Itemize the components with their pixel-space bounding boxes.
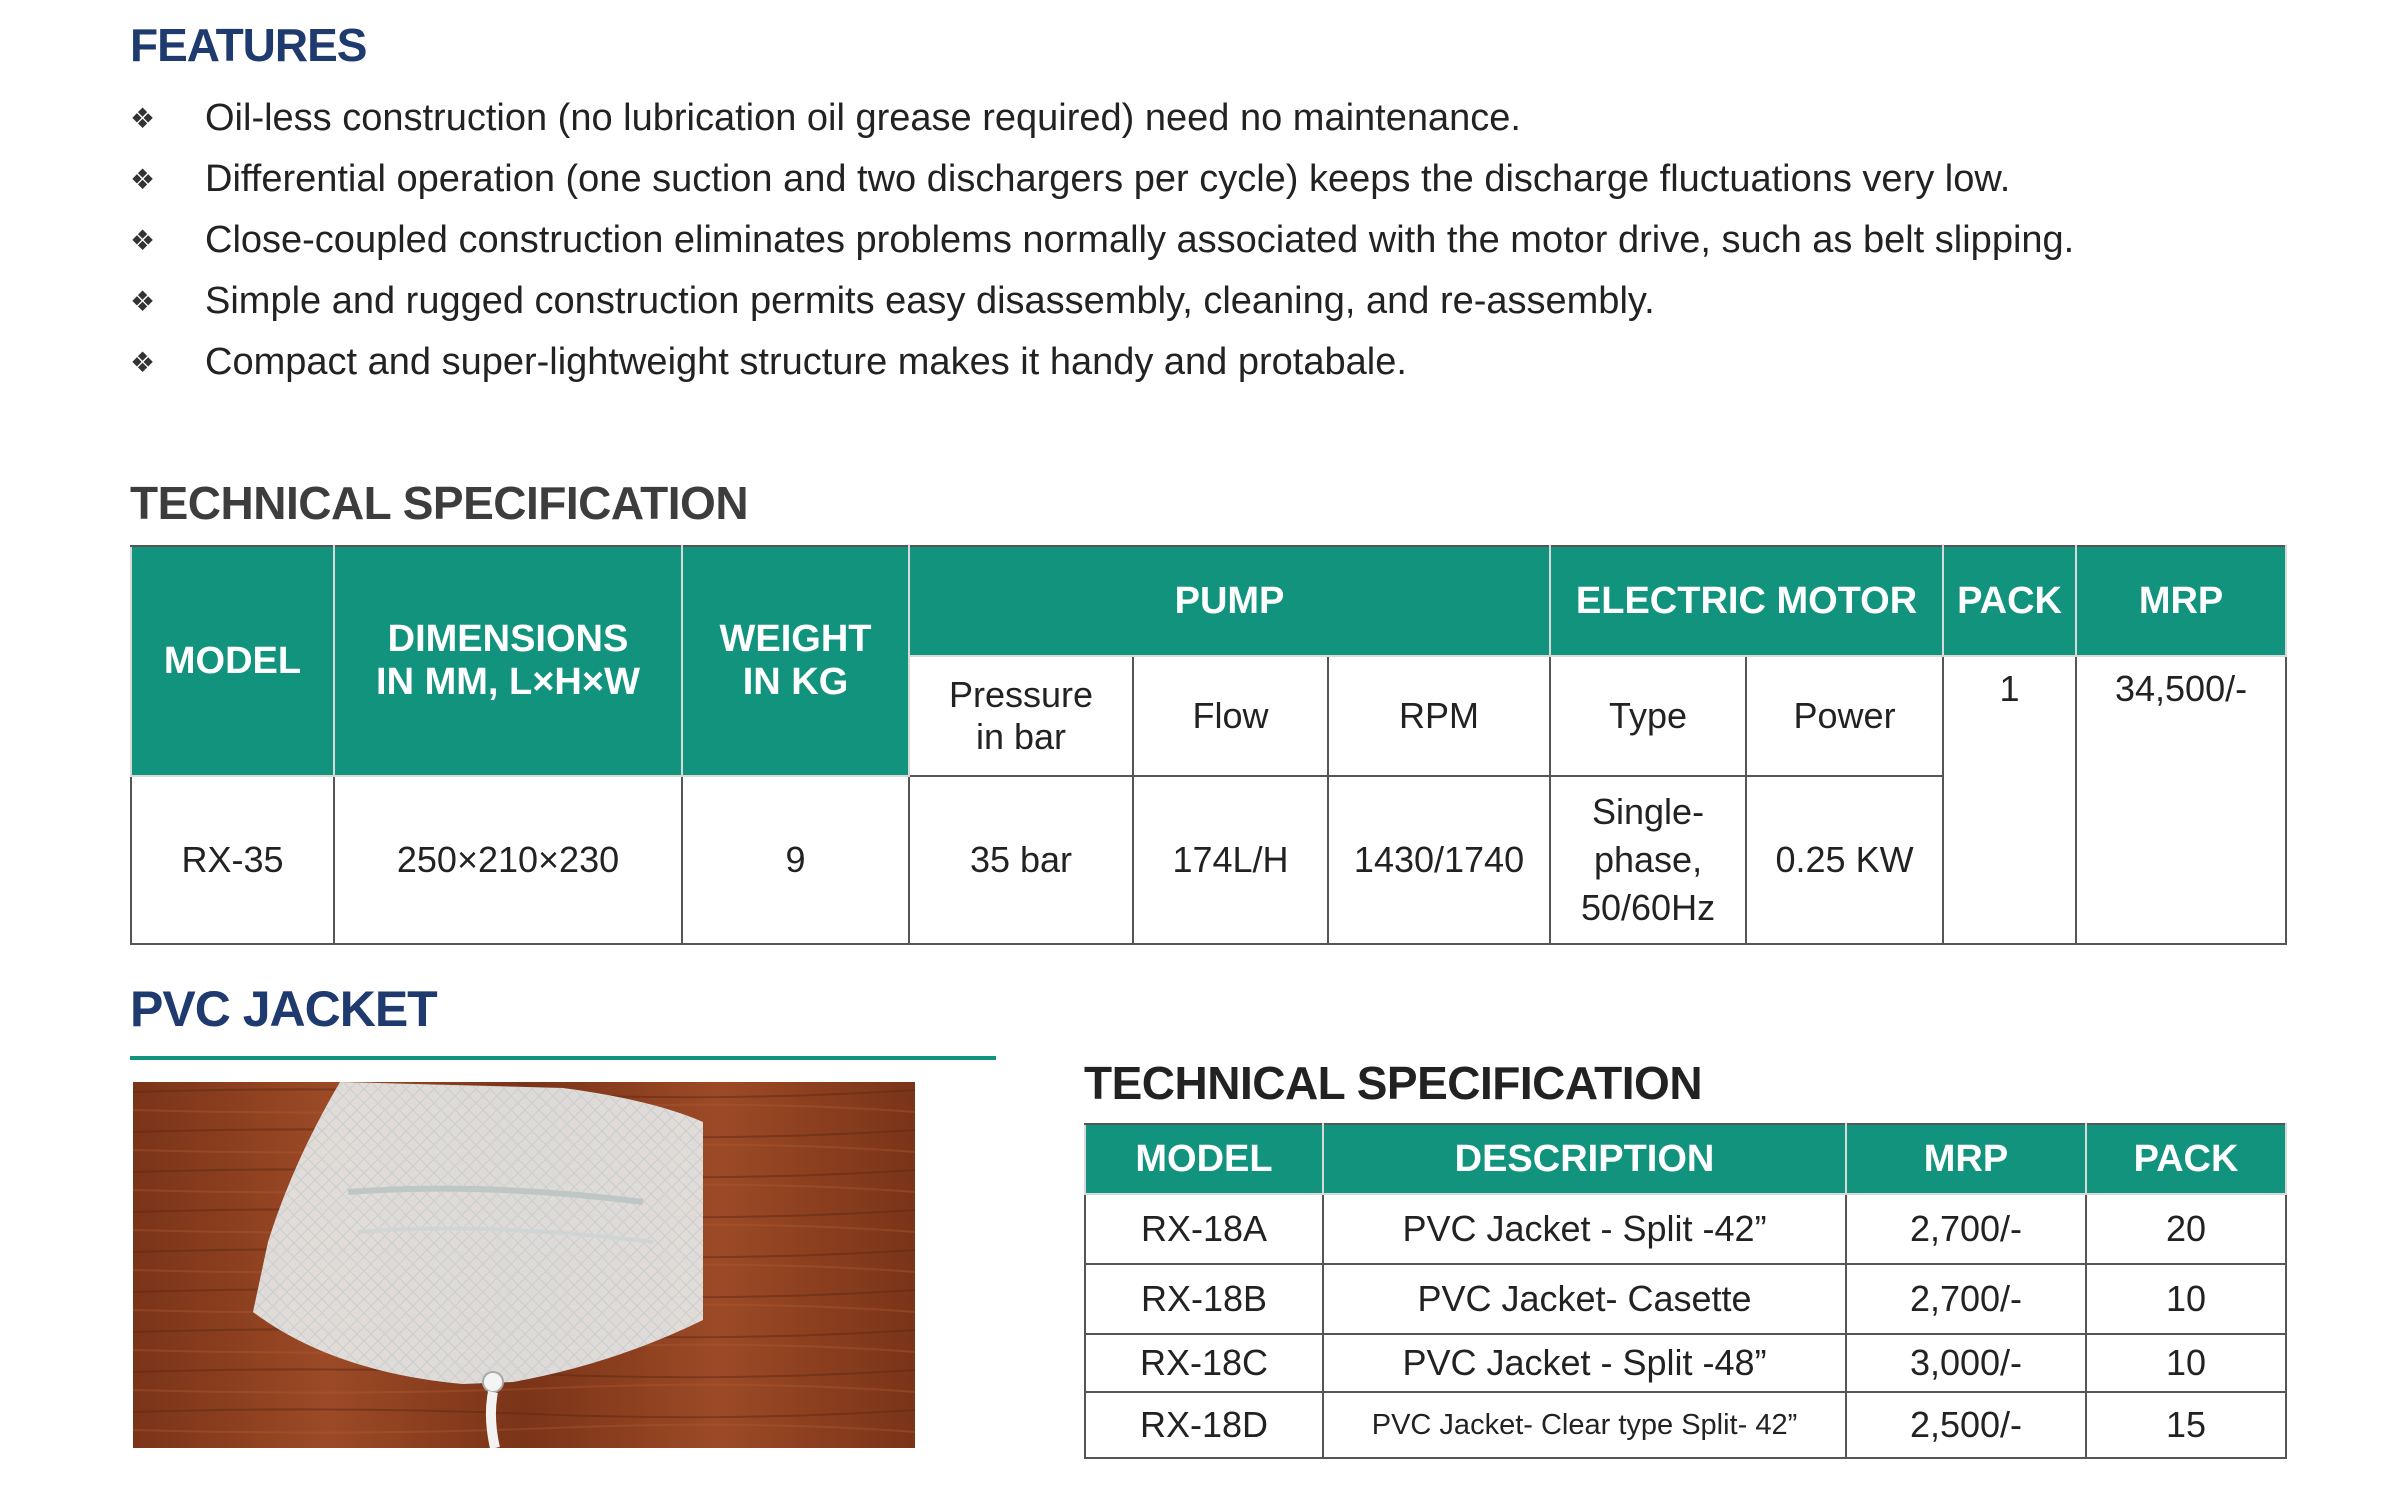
pump-spec-table bbox=[130, 545, 2287, 945]
subheader-type: Type bbox=[1550, 656, 1746, 776]
cell-mrp: 2,700/- bbox=[1846, 1264, 2086, 1334]
pvc-spec-table bbox=[1084, 1123, 2287, 1459]
cell-pack: 20 bbox=[2086, 1194, 2286, 1264]
header-pump: PUMP bbox=[909, 546, 1550, 656]
cell-pack: 1 bbox=[1943, 656, 2076, 944]
header-pack: PACK bbox=[1943, 546, 2076, 656]
cell-description: PVC Jacket- Clear type Split- 42” bbox=[1323, 1392, 1846, 1458]
feature-item: ❖ Compact and super-lightweight structure makes it handy and protabale. bbox=[130, 332, 2290, 393]
header-model: MODEL bbox=[131, 546, 334, 776]
header-pack: PACK bbox=[2086, 1124, 2286, 1194]
pvc-title: PVC JACKET bbox=[130, 981, 437, 1037]
cell-dimensions: 250×210×230 bbox=[334, 776, 682, 944]
subheader-power: Power bbox=[1746, 656, 1943, 776]
header-electric-motor: ELECTRIC MOTOR bbox=[1550, 546, 1943, 656]
cell-description: PVC Jacket- Casette bbox=[1323, 1264, 1846, 1334]
table-row bbox=[1085, 1264, 2286, 1334]
cell-flow: 174L/H bbox=[1133, 776, 1328, 944]
cell-model: RX-18C bbox=[1085, 1334, 1323, 1392]
table-row bbox=[1085, 1392, 2286, 1458]
diamond-bullet-icon: ❖ bbox=[130, 164, 156, 195]
drain-hose bbox=[491, 1392, 495, 1448]
features-title: FEATURES bbox=[130, 19, 367, 71]
pvc-title-underline bbox=[130, 1056, 996, 1060]
diamond-bullet-icon: ❖ bbox=[130, 225, 156, 256]
cell-description: PVC Jacket - Split -42” bbox=[1323, 1194, 1846, 1264]
cell-model: RX-18D bbox=[1085, 1392, 1323, 1458]
cell-pressure: 35 bar bbox=[909, 776, 1133, 944]
pvc-jacket-photo bbox=[133, 1082, 915, 1448]
diamond-bullet-icon: ❖ bbox=[130, 103, 156, 134]
cell-weight: 9 bbox=[682, 776, 909, 944]
cell-pack: 15 bbox=[2086, 1392, 2286, 1458]
feature-item: ❖ Differential operation (one suction and two dischargers per cycle) keeps the discharge fluctuations very low. bbox=[130, 149, 2290, 210]
features-list bbox=[130, 88, 2290, 393]
feature-item: ❖ Close-coupled construction eliminates problems normally associated with the motor drive, such as belt slipping. bbox=[130, 210, 2290, 271]
header-mrp: MRP bbox=[2076, 546, 2286, 656]
cell-rpm: 1430/1740 bbox=[1328, 776, 1550, 944]
subheader-flow: Flow bbox=[1133, 656, 1328, 776]
header-description: DESCRIPTION bbox=[1323, 1124, 1846, 1194]
cell-type: Single- phase, 50/60Hz bbox=[1550, 776, 1746, 944]
cell-mrp: 2,700/- bbox=[1846, 1194, 2086, 1264]
cell-pack: 10 bbox=[2086, 1264, 2286, 1334]
cell-description: PVC Jacket - Split -48” bbox=[1323, 1334, 1846, 1392]
cell-power: 0.25 KW bbox=[1746, 776, 1943, 944]
diamond-bullet-icon: ❖ bbox=[130, 347, 156, 378]
header-weight: WEIGHT IN KG bbox=[682, 546, 909, 776]
cell-model: RX-35 bbox=[131, 776, 334, 944]
cell-mrp: 3,000/- bbox=[1846, 1334, 2086, 1392]
header-dimensions: DIMENSIONS IN MM, L×H×W bbox=[334, 546, 682, 776]
header-model: MODEL bbox=[1085, 1124, 1323, 1194]
cell-model: RX-18B bbox=[1085, 1264, 1323, 1334]
cell-mrp: 2,500/- bbox=[1846, 1392, 2086, 1458]
feature-item: ❖ Simple and rugged construction permits easy disassembly, cleaning, and re-assembly. bbox=[130, 271, 2290, 332]
spec2-title: TECHNICAL SPECIFICATION bbox=[1084, 1057, 1703, 1109]
table-row bbox=[1085, 1194, 2286, 1264]
subheader-rpm: RPM bbox=[1328, 656, 1550, 776]
spec1-title: TECHNICAL SPECIFICATION bbox=[130, 477, 749, 529]
diamond-bullet-icon: ❖ bbox=[130, 286, 156, 317]
cell-pack: 10 bbox=[2086, 1334, 2286, 1392]
cell-mrp: 34,500/- bbox=[2076, 656, 2286, 944]
drain-outlet bbox=[483, 1372, 503, 1392]
header-mrp: MRP bbox=[1846, 1124, 2086, 1194]
feature-item: ❖ Oil-less construction (no lubrication oil grease required) need no maintenance. bbox=[130, 88, 2290, 149]
subheader-pressure: Pressure in bar bbox=[909, 656, 1133, 776]
table-row bbox=[1085, 1334, 2286, 1392]
cell-model: RX-18A bbox=[1085, 1194, 1323, 1264]
